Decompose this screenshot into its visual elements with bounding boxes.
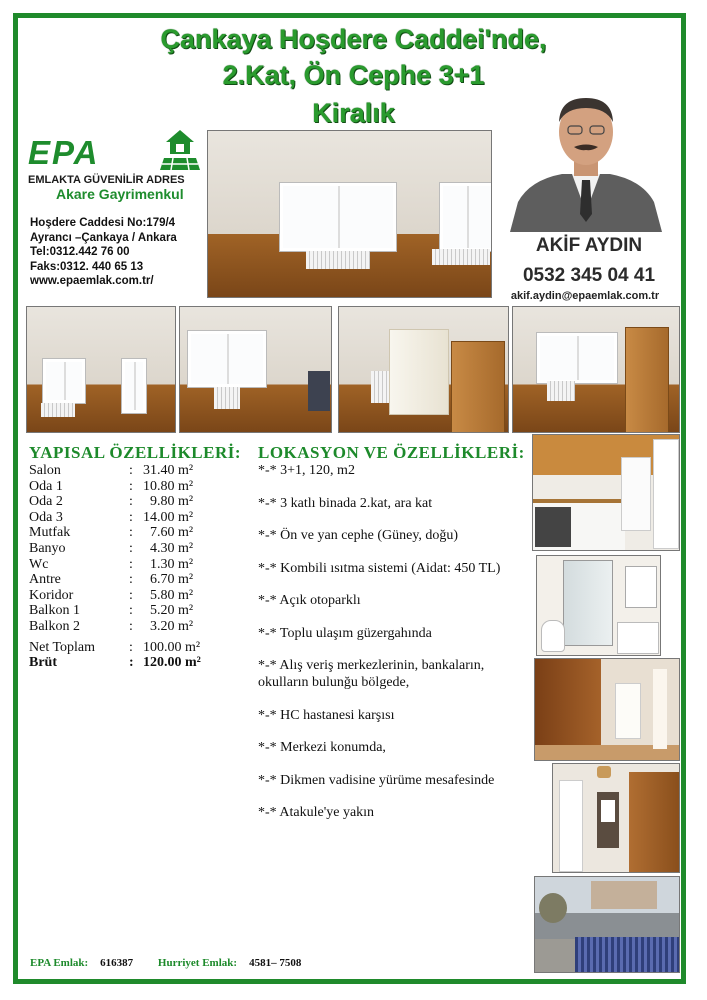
list-item: *-* Kombili ısıtma sistemi (Aidat: 450 TL)	[258, 560, 501, 576]
room-photo-4	[512, 306, 680, 433]
spec-row: Salon : 31.40 m²	[29, 463, 194, 478]
spec-row: Wc : 1.30 m²	[29, 556, 194, 572]
kitchen-photo	[532, 434, 680, 551]
agent-phone: 0532 345 04 41	[522, 265, 656, 286]
spec-row: Balkon 2 : 3.20 m²	[29, 618, 194, 634]
title-line-3: Kiralık	[312, 98, 395, 128]
footer-listing-numbers	[30, 957, 313, 969]
address-line-2: Ayrancı –Çankaya / Ankara	[30, 231, 177, 244]
hallway-photo	[534, 658, 680, 761]
street-view-photo	[534, 876, 680, 973]
features-list	[258, 462, 528, 837]
list-item: *-* 3+1, 120, m2	[258, 463, 355, 478]
structure-table	[29, 463, 201, 671]
structure-heading: YAPISAL ÖZELLİKLERİ:	[29, 443, 242, 462]
room-photo-2	[179, 306, 332, 433]
gross-total-row: Brüt : 120.00 m²	[29, 655, 201, 671]
logo-text: EPA	[28, 134, 100, 171]
bathroom-photo	[536, 555, 661, 656]
agent-name: AKİF AYDIN	[535, 235, 643, 256]
list-item: *-* Açık otoparklı	[258, 593, 361, 608]
company-contact	[30, 216, 177, 289]
company-logo	[28, 128, 200, 202]
epa-listing-number: 616387	[100, 957, 134, 969]
fax-number: Faks:0312. 440 65 13	[30, 260, 144, 273]
spec-row: Oda 3 : 14.00 m²	[29, 509, 194, 525]
list-item: *-* Toplu ulaşım güzergahında	[258, 625, 432, 641]
main-living-room-photo	[207, 130, 492, 298]
room-photo-1	[26, 306, 176, 433]
title-line-2: 2.Kat, Ön Cephe 3+1	[222, 60, 485, 90]
logo-tagline: EMLAKTA GÜVENİLİR ADRES	[28, 174, 185, 186]
list-item: *-* Atakule'ye yakın	[258, 805, 375, 820]
hurriyet-listing-label: Hurriyet Emlak:	[157, 957, 238, 969]
room-photo-3	[338, 306, 509, 433]
website-link[interactable]: www.epaemlak.com.tr/	[30, 275, 154, 287]
list-item: *-* Dikmen vadisine yürüme mesafesinde	[258, 772, 495, 788]
spec-row: Mutfak : 7.60 m²	[29, 525, 194, 541]
logo-brand: Akare Gayrimenkul	[56, 186, 184, 202]
agent-photo	[510, 92, 662, 232]
house-icon	[160, 128, 200, 172]
title-line-1: Çankaya Hoşdere Caddei'nde,	[160, 24, 547, 54]
address-line-1: Hoşdere Caddesi No:179/4	[30, 217, 176, 229]
hurriyet-listing-number: 4581– 7508	[249, 957, 302, 969]
phone-number: Tel:0312.442 76 00	[30, 246, 130, 258]
spec-row: Banyo : 4.30 m²	[29, 540, 194, 556]
list-item: *-* Alış veriş merkezlerinin, bankaların, okulların bulunğu bölgede,	[258, 658, 485, 690]
agent-email[interactable]: akif.aydin@epaemlak.com.tr	[510, 290, 660, 302]
list-item: *-* Merkezi konumda,	[258, 740, 386, 755]
spec-row: Oda 2 : 9.80 m²	[29, 494, 194, 510]
spec-row: Antre : 6.70 m²	[29, 572, 194, 588]
list-item: *-* HC hastanesi karşısı	[258, 707, 395, 723]
list-item: *-* Ön ve yan cephe (Güney, doğu)	[258, 528, 459, 543]
epa-listing-label: EPA Emlak:	[30, 957, 89, 969]
spec-row: Koridor : 5.80 m²	[29, 587, 194, 603]
net-total-row: Net Toplam : 100.00 m²	[29, 639, 201, 655]
spec-row: Balkon 1 : 5.20 m²	[29, 603, 194, 619]
list-item: *-* 3 katlı binada 2.kat, ara kat	[258, 495, 433, 511]
corridor-photo	[552, 763, 680, 873]
spec-row: Oda 1 : 10.80 m²	[29, 478, 194, 494]
features-heading: LOKASYON VE ÖZELLİKLERİ:	[258, 443, 525, 462]
